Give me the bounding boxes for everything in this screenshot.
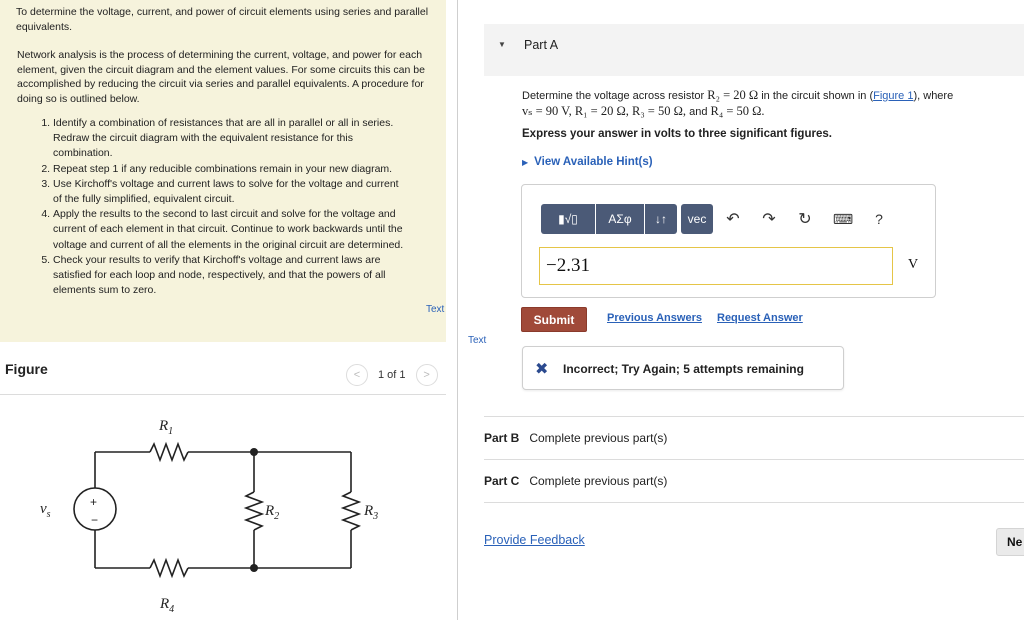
previous-answers-link[interactable]: Previous Answers	[607, 312, 702, 324]
pane-divider[interactable]	[457, 0, 458, 620]
answer-box	[521, 184, 936, 298]
next-button[interactable]: Ne	[996, 528, 1024, 556]
request-answer-link[interactable]: Request Answer	[717, 312, 803, 324]
node-dot	[250, 448, 258, 456]
view-hints-toggle[interactable]: ▶ View Available Hint(s)	[522, 156, 653, 168]
greek-symbols-button[interactable]: ΑΣφ	[596, 204, 644, 234]
part-c-status: Complete previous part(s)	[529, 474, 668, 488]
caret-down-icon: ▼	[498, 40, 506, 49]
answer-instruction: Express your answer in volts to three significant figures.	[522, 128, 832, 140]
part-divider	[484, 416, 1024, 417]
intro-paragraph-2: Network analysis is the process of determining the current, voltage, and power for each element, given the circuit diagram and the element values. For some circuits this can be accomplished by reducing the circuit via series and parallel equivalents. A procedure for doing so is outlined below.	[17, 49, 425, 105]
next-figure-button[interactable]	[416, 364, 438, 386]
part-divider	[484, 459, 1024, 460]
text-resize-label[interactable]: Text	[468, 335, 487, 346]
answer-unit: V	[908, 257, 919, 272]
part-a-title: Part A	[524, 38, 559, 52]
part-divider	[484, 502, 1024, 503]
incorrect-x-icon: ✖	[535, 361, 549, 378]
feedback-text: Incorrect; Try Again; 5 attempts remaining	[563, 362, 804, 376]
resistor-r2	[246, 492, 262, 530]
resistor-r4	[150, 560, 188, 576]
part-b-label: Part B	[484, 431, 520, 445]
keyboard-icon: ⌨	[832, 210, 854, 227]
redo-icon: ↷	[762, 211, 776, 228]
r2-equation: R₂ = 20 Ω	[707, 88, 759, 102]
node-dot	[250, 564, 258, 572]
procedure-step: 4. Apply the results to the second to last circuit and solve for the voltage and current of each element in that circuit. Continue to work backwards until the voltage and current of all the elements in the original circuit are determined.	[53, 207, 405, 253]
feedback-message	[522, 346, 844, 390]
resistor-r1	[150, 444, 188, 460]
procedure-step: 5. Check your results to verify that Kirchoff's voltage and current laws are satisfied for each loop and node, respectively, and that the powers of all elements sum to zero.	[53, 253, 405, 299]
label-r4: $R_4$	[160, 596, 175, 615]
part-c-label: Part C	[484, 474, 520, 488]
redo-button[interactable]	[758, 204, 780, 234]
r4-equation: R₄ = 50 Ω.	[710, 104, 765, 118]
prev-figure-button[interactable]	[346, 364, 368, 386]
help-button[interactable]	[870, 204, 888, 234]
vector-button[interactable]: vec	[681, 204, 713, 234]
figure-page-count: 1 of 1	[378, 369, 406, 381]
chevron-right-icon: >	[423, 369, 430, 381]
answer-input[interactable]	[539, 247, 893, 285]
label-r3: $R_3$	[364, 503, 379, 522]
provide-feedback-link[interactable]: Provide Feedback	[484, 533, 585, 547]
source-minus-sign: −	[91, 513, 99, 527]
circuit-diagram	[20, 400, 440, 620]
intro-paragraph-1: To determine the voltage, current, and power of circuit elements using series and parallel equivalents.	[16, 6, 429, 33]
figure-divider	[0, 394, 446, 395]
intro-panel	[0, 0, 446, 342]
reset-button[interactable]	[794, 204, 816, 234]
source-plus-sign: +	[90, 495, 98, 509]
chevron-left-icon: <	[353, 369, 361, 381]
procedure-step: 3. Use Kirchoff's voltage and current laws to solve for the voltage and current of the fully simplified, equivalent circuit.	[53, 177, 405, 207]
label-vs: $v_s$	[40, 501, 51, 520]
math-toolbar	[541, 204, 714, 234]
arrows-updown-icon: ↓↑	[655, 212, 667, 226]
question-text: Determine the voltage across resistor R₂ = 20 Ω in the circuit shown in (Figure 1), where vₛ = 90 V, R₁ = 20 Ω, R₃ = 50 Ω, and R₄ = 50 Ω.	[522, 88, 954, 118]
figure-pager	[346, 364, 438, 386]
part-b-status: Complete previous part(s)	[529, 431, 668, 445]
templates-button[interactable]	[541, 204, 595, 234]
label-r2: $R_2$	[265, 503, 280, 522]
subscript-superscript-button[interactable]	[645, 204, 677, 234]
resistor-r3	[343, 492, 359, 530]
undo-icon: ↶	[726, 211, 740, 228]
keyboard-button[interactable]	[830, 204, 856, 234]
label-r1: $R_1$	[159, 418, 174, 437]
procedure-step: 1. Identify a combination of resistances that are all in parallel or all in series. Redraw the circuit diagram with the equivalent resistance for this combination.	[53, 116, 405, 162]
procedure-steps	[53, 116, 405, 298]
templates-icon: ▮√▯	[558, 212, 578, 226]
help-icon: ?	[875, 211, 883, 227]
part-c-row[interactable]	[484, 474, 667, 488]
given-values: vₛ = 90 V, R₁ = 20 Ω, R₃ = 50 Ω,	[522, 104, 687, 118]
reset-icon: ↻	[798, 211, 812, 228]
submit-button[interactable]: Submit	[521, 307, 587, 332]
text-resize-label[interactable]: Text	[426, 304, 445, 315]
part-a-header[interactable]	[484, 24, 1024, 76]
figure-title: Figure	[5, 361, 48, 377]
figure-link[interactable]: Figure 1	[873, 90, 914, 102]
procedure-step: 2. Repeat step 1 if any reducible combinations remain in your new diagram.	[53, 162, 405, 177]
caret-right-icon: ▶	[522, 158, 529, 167]
undo-button[interactable]	[722, 204, 744, 234]
part-b-row[interactable]	[484, 431, 667, 445]
